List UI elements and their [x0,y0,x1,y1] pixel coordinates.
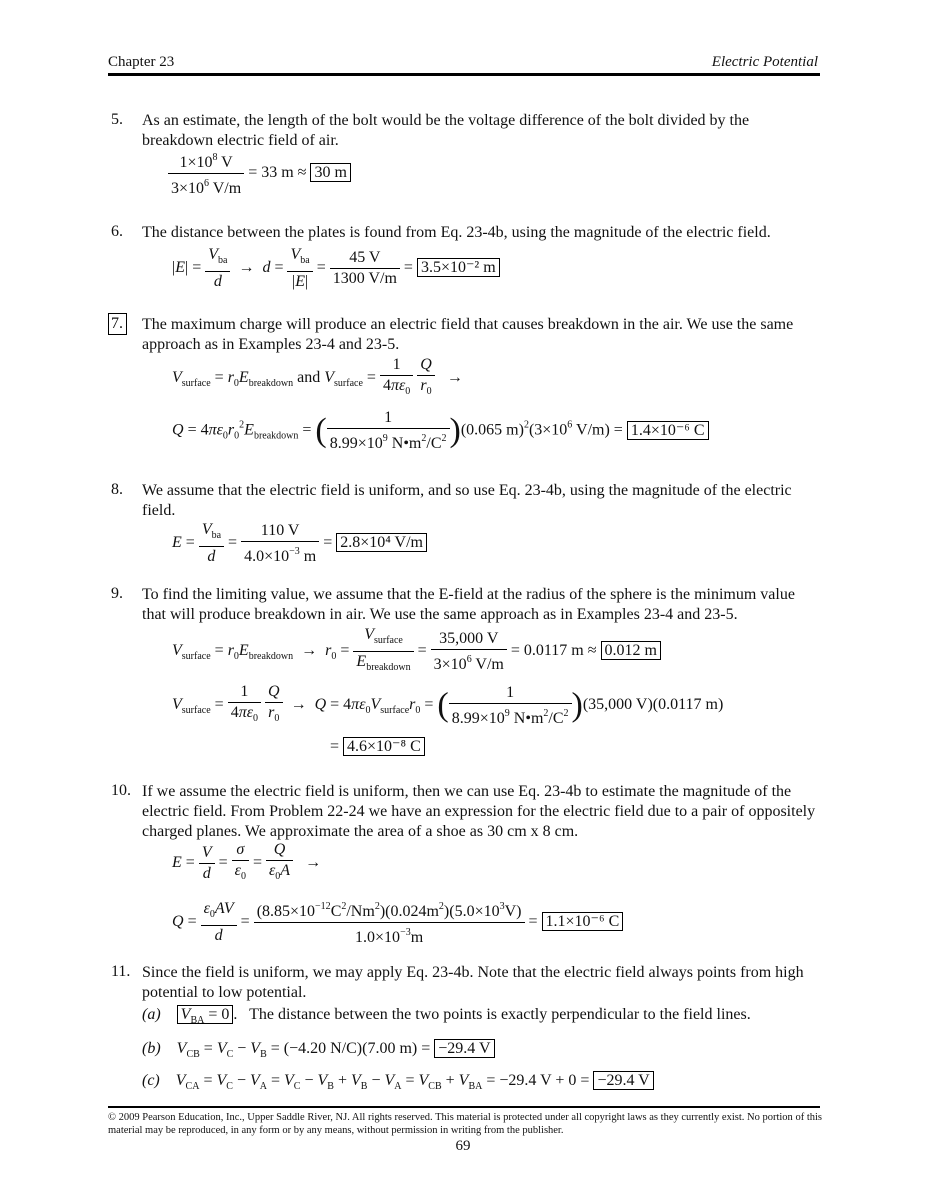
chapter-title: Electric Potential [711,54,818,70]
equation-9a: $V_{surface} = r_0E_{breakdown} \to r_0$ = $\frac{V_{surface}}{E_{breakdown}}$ = $\frac{35,000 V}{3\times 10^6 V/m}$ = 0.0117 m ≈ 0.012 m [172,625,661,678]
equation-5: $\frac{1\times 10^8 V}{3\times 10^6 V/m}$ = 33 m ≈ 30 m [168,148,351,199]
problem-number-5: 5. [111,111,123,128]
problem-number-11: 11. [111,963,131,980]
part-label-a: (a) [142,1006,161,1023]
page-number: 69 [455,1138,471,1154]
problem-text-9: To find the limiting value, we assume that the E-field at the radius of the sphere is the minimum value that will produce breakdown in air. We use the same approach as in Examples 23-4 and 23-5. [142,586,795,623]
answer-box-7: 1.4×10⁻⁶ C [627,421,709,440]
equation-7a: $V_{surface} = r_0E_{breakdown}$ and $V_{surface}$ = $\frac{1}{4\pi\varepsilon_0}$ $\frac{Q}{r_0}$ → [172,356,463,397]
equation-8: E = $\frac{V_{ba}}{d}$ = $\frac{110 V}{4.0\times 10^{-3} m}$ = 2.8×10⁴ V/m [172,520,427,567]
equation-10a: E = $\frac{V}{d}$ = $\frac{\sigma}{\varepsilon_0}$ = $\frac{Q}{\varepsilon_0A}$ → [172,841,322,882]
problem-number-10: 10. [111,782,131,799]
part-a-text: The distance between the two points is exactly perpendicular to the field lines. [249,1006,751,1023]
equation-7b: $Q = 4\pi\varepsilon_0r_0^2E_{breakdown}$ = ( $\frac{1}{8.99\times 10^9 N•m^2/C^2}$ )(0.065 $m)^2(3\times 10^6$ V/m) = 1.4×10⁻⁶ C [172,408,709,454]
answer-box-11c: −29.4 V [593,1071,653,1090]
answer-box-6: 3.5×10⁻² m [417,258,500,277]
equation-6: |E| = $\frac{V_{ba}}{d}$ → d = $\frac{V_{ba}}{|E|}$ = $\frac{45 V}{1300 V/m}$ = 3.5×10⁻² m [172,245,500,292]
problem-number-8: 8. [111,481,123,498]
problem-number-6: 6. [111,223,123,240]
answer-box-9a: 0.012 m [601,641,661,660]
part-label-b: (b) [142,1040,161,1057]
footer-rule [108,1106,820,1108]
problem-number-7: 7. [111,315,123,332]
equation-11b: (b) $V_{CB} = V_C - V_B = (-4.20$ N/C)(7.00 m) = −29.4 V [142,1040,495,1060]
answer-box-11b: −29.4 V [434,1039,494,1058]
equation-10b: Q = $\frac{\varepsilon_0AV}{d}$ = $\frac{(8.85\times 10^{-12}C^2/Nm^2)(0.024m^2)(5.0\times 10^3V)}{1.0\times 10^{-3}m}$ = 1.1×10⁻⁶ C [172,897,623,948]
header-rule [108,73,820,76]
equation-11c: (c) $V_{CA} = V_C - V_A = V_C - V_B + V_B - V_A = V_{CB} + V_{BA} = -29.4$ V + 0 = −29.4 V [142,1072,654,1092]
problem-text-10: If we assume the electric field is uniform, then we can use Eq. 23-4b to estimate the magnitude of the electric field. From Problem 22-24 we have an expression for the electric field due to a pair of oppositely charged planes. We approximate the area of a shoe as 30 cm x 8 cm. [142,783,816,840]
copyright-notice: © 2009 Pearson Education, Inc., Upper Saddle River, NJ. All rights reserved. This material is protected under all copyright laws as they currently exist. No portion of this material may be reproduced, in any form or by any means, without permission in writing from the publisher. [108,1112,822,1136]
problem-text-8: We assume that the electric field is uniform, and so use Eq. 23-4b, using the magnitude of the electric field. [142,482,792,519]
answer-box-9b: 4.6×10⁻⁸ C [343,737,425,756]
equation-9b: $V_{surface}$ = $\frac{1}{4\pi\varepsilon_0}$ $\frac{Q}{r_0}$ → $Q = 4\pi\varepsilon_0V_{surface}r_0$ = ( $\frac{1}{8.99\times 10^9 N•m^2/C^2}$ )(35,000 V)(0.0117 m) [172,683,724,727]
part-label-c: (c) [142,1072,160,1089]
equation-11a: (a) $V_{BA} = 0$ . The distance between the two points is exactly perpendicular to the field lines. [142,1006,751,1026]
answer-box-5: 30 m [310,163,350,182]
problem-text-5: As an estimate, the length of the bolt would be the voltage difference of the bolt divided by the breakdown electric field of air. [142,112,750,149]
problem-number-9: 9. [111,585,123,602]
equation-9c: = 4.6×10⁻⁸ C [330,736,425,756]
problem-text-7: The maximum charge will produce an electric field that causes breakdown in the air. We use the same approach as in Examples 23-4 and 23-5. [142,316,794,353]
answer-box-10: 1.1×10⁻⁶ C [542,912,624,931]
problem-text-6: The distance between the plates is found from Eq. 23-4b, using the magnitude of the electric field. [142,224,771,241]
chapter-label: Chapter 23 [108,54,175,70]
problem-text-11: Since the field is uniform, we may apply Eq. 23-4b. Note that the electric field always points from high potential to low potential. [142,964,804,1001]
answer-box-8: 2.8×10⁴ V/m [336,533,427,552]
